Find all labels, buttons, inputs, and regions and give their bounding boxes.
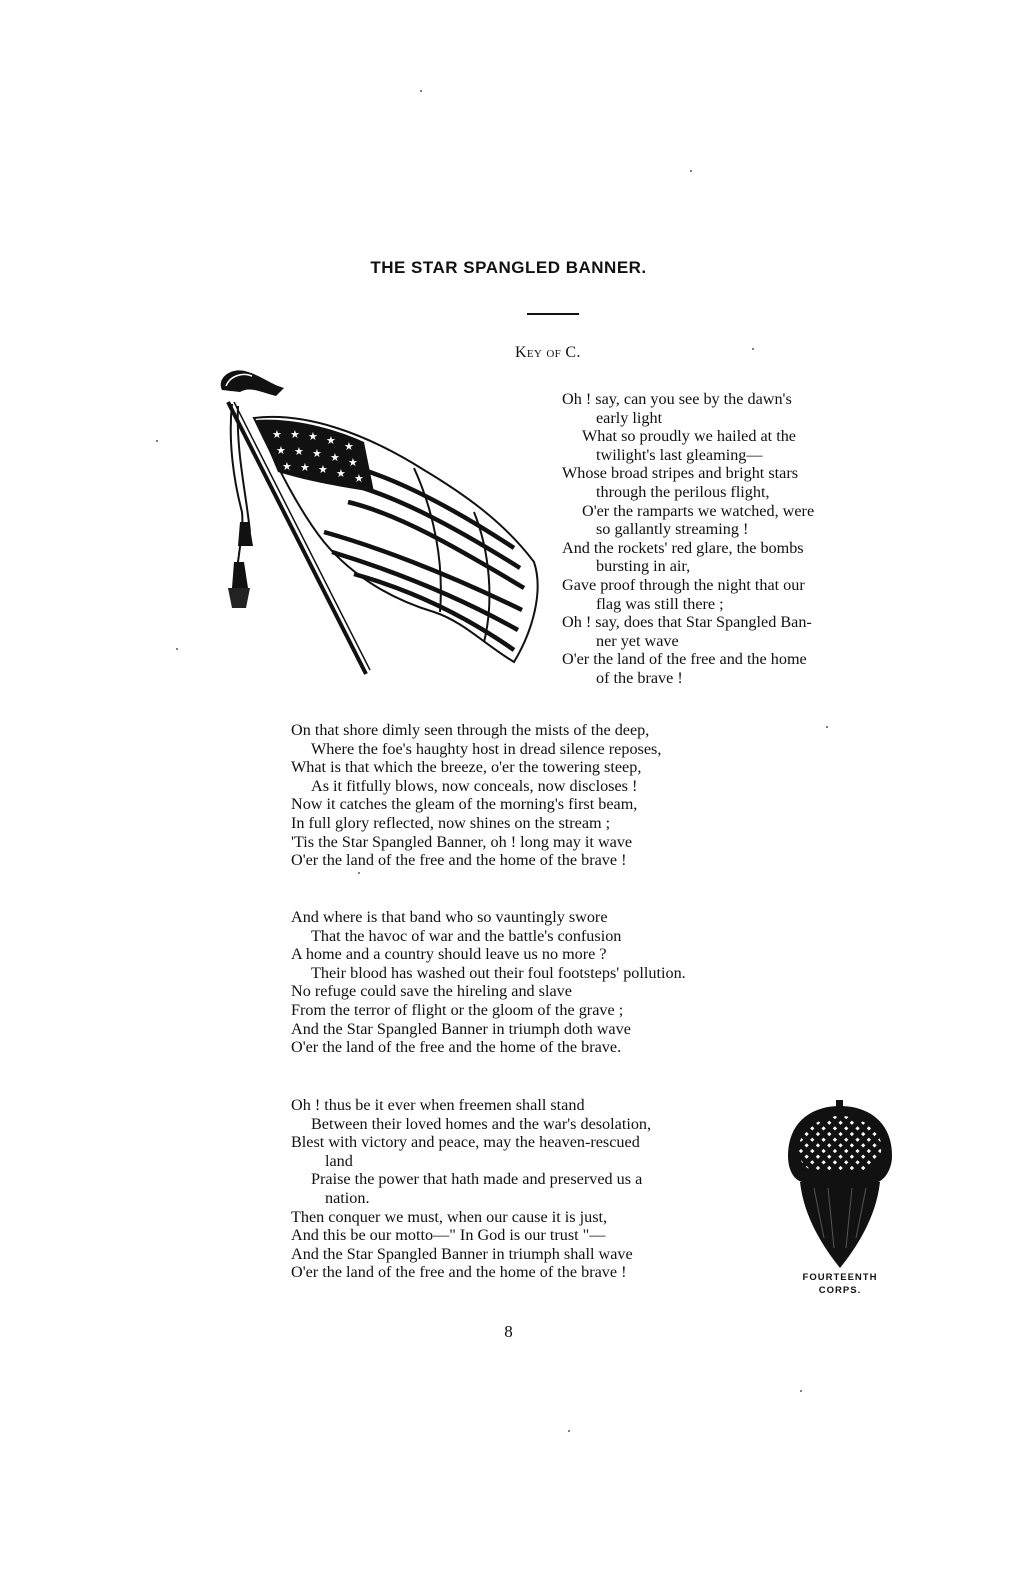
verse-line: As it fitfully blows, now conceals, now discloses ! (311, 776, 638, 795)
verse-line: twilight's last gleaming— (596, 445, 763, 464)
badge-label-line1: FOURTEENTH (802, 1272, 878, 1283)
verse-line: of the brave ! (596, 668, 683, 687)
verse-line: Between their loved homes and the war's desolation, (311, 1114, 652, 1133)
verse-line: Now it catches the gleam of the morning's first beam, (291, 795, 638, 814)
verse-line: O'er the land of the free and the home of the brave ! (291, 1263, 627, 1282)
page-number: 8 (504, 1322, 513, 1341)
verse-1 (562, 390, 902, 688)
verse-line: A home and a country should leave us no more ? (291, 945, 607, 964)
verse-line: O'er the land of the free and the home (562, 650, 807, 669)
verse-line: And the Star Spangled Banner in triumph doth wave (291, 1019, 631, 1038)
verse-3 (291, 908, 686, 1057)
verse-line: Where the foe's haughty host in dread silence reposes, (311, 739, 662, 758)
svg-text:★: ★ (282, 460, 292, 473)
title-rule (527, 313, 579, 315)
scan-speck (800, 1390, 802, 1392)
svg-text:★: ★ (354, 472, 364, 485)
scan-speck (156, 440, 158, 442)
acorn-badge-icon (784, 1098, 896, 1273)
verse-line: Whose broad stripes and bright stars (562, 464, 799, 483)
svg-text:★: ★ (348, 456, 358, 469)
svg-text:★: ★ (294, 445, 304, 458)
verse-line: On that shore dimly seen through the mists of the deep, (291, 721, 650, 739)
verse-2 (291, 721, 661, 870)
scan-speck (176, 648, 178, 650)
svg-text:★: ★ (272, 428, 282, 441)
verse-line: Praise the power that hath made and preserved us a (311, 1170, 643, 1189)
verse-line: What so proudly we hailed at the (582, 427, 796, 446)
verse-line: That the havoc of war and the battle's confusion (311, 926, 622, 945)
verse-4 (291, 1096, 651, 1282)
scan-speck (568, 1430, 570, 1432)
scan-speck (826, 726, 828, 728)
svg-text:★: ★ (344, 440, 354, 453)
verse-line: What is that which the breeze, o'er the towering steep, (291, 758, 642, 777)
verse-line: O'er the land of the free and the home of the brave. (291, 1038, 622, 1057)
scan-speck (420, 90, 422, 92)
verse-line: Oh ! thus be it ever when freemen shall stand (291, 1096, 585, 1114)
svg-text:★: ★ (336, 467, 346, 480)
verse-line: Gave proof through the night that our (562, 575, 805, 594)
verse-line: nation. (325, 1188, 370, 1207)
svg-text:★: ★ (290, 428, 300, 441)
verse-line: bursting in air, (596, 557, 691, 576)
scan-speck (752, 348, 754, 350)
svg-text:★: ★ (312, 447, 322, 460)
verse-line: early light (596, 408, 663, 427)
verse-line: O'er the land of the free and the home of the brave ! (291, 851, 627, 870)
scan-speck (358, 872, 360, 874)
key-signature: Key of C. (515, 344, 581, 361)
verse-line: No refuge could save the hireling and slave (291, 982, 572, 1001)
verse-line: land (325, 1151, 353, 1170)
verse-line: Blest with victory and peace, may the heaven-rescued (291, 1133, 640, 1152)
verse-line: And this be our motto—" In God is our trust "— (291, 1226, 606, 1245)
svg-text:★: ★ (318, 463, 328, 476)
verse-line: In full glory reflected, now shines on the stream ; (291, 813, 611, 832)
badge-label-line2: CORPS. (818, 1285, 862, 1296)
verse-line: ner yet wave (596, 631, 679, 650)
verse-line: And the Star Spangled Banner in triumph shall wave (291, 1244, 633, 1263)
svg-text:★: ★ (326, 434, 336, 447)
american-flag-illustration (214, 362, 550, 682)
verse-line: And where is that band who so vauntingly swore (291, 908, 608, 926)
svg-text:★: ★ (276, 444, 286, 457)
verse-line: through the perilous flight, (596, 482, 770, 501)
verse-line: flag was still there ; (596, 594, 724, 613)
verse-line: Oh ! say, does that Star Spangled Ban- (562, 613, 812, 632)
verse-line: Their blood has washed out their foul footsteps' pollution. (311, 963, 686, 982)
svg-text:★: ★ (308, 430, 318, 443)
page-title: THE STAR SPANGLED BANNER. (370, 258, 647, 277)
verse-line: And the rockets' red glare, the bombs (562, 538, 804, 557)
verse-line: O'er the ramparts we watched, were (582, 501, 815, 520)
verse-line: 'Tis the Star Spangled Banner, oh ! long may it wave (291, 832, 633, 851)
svg-text:★: ★ (300, 461, 310, 474)
verse-line: so gallantly streaming ! (596, 520, 749, 539)
verse-line: Oh ! say, can you see by the dawn's (562, 390, 792, 408)
scan-speck (690, 170, 692, 172)
verse-line: Then conquer we must, when our cause it is just, (291, 1207, 608, 1226)
svg-text:★: ★ (330, 451, 340, 464)
verse-line: From the terror of flight or the gloom of the grave ; (291, 1000, 624, 1019)
